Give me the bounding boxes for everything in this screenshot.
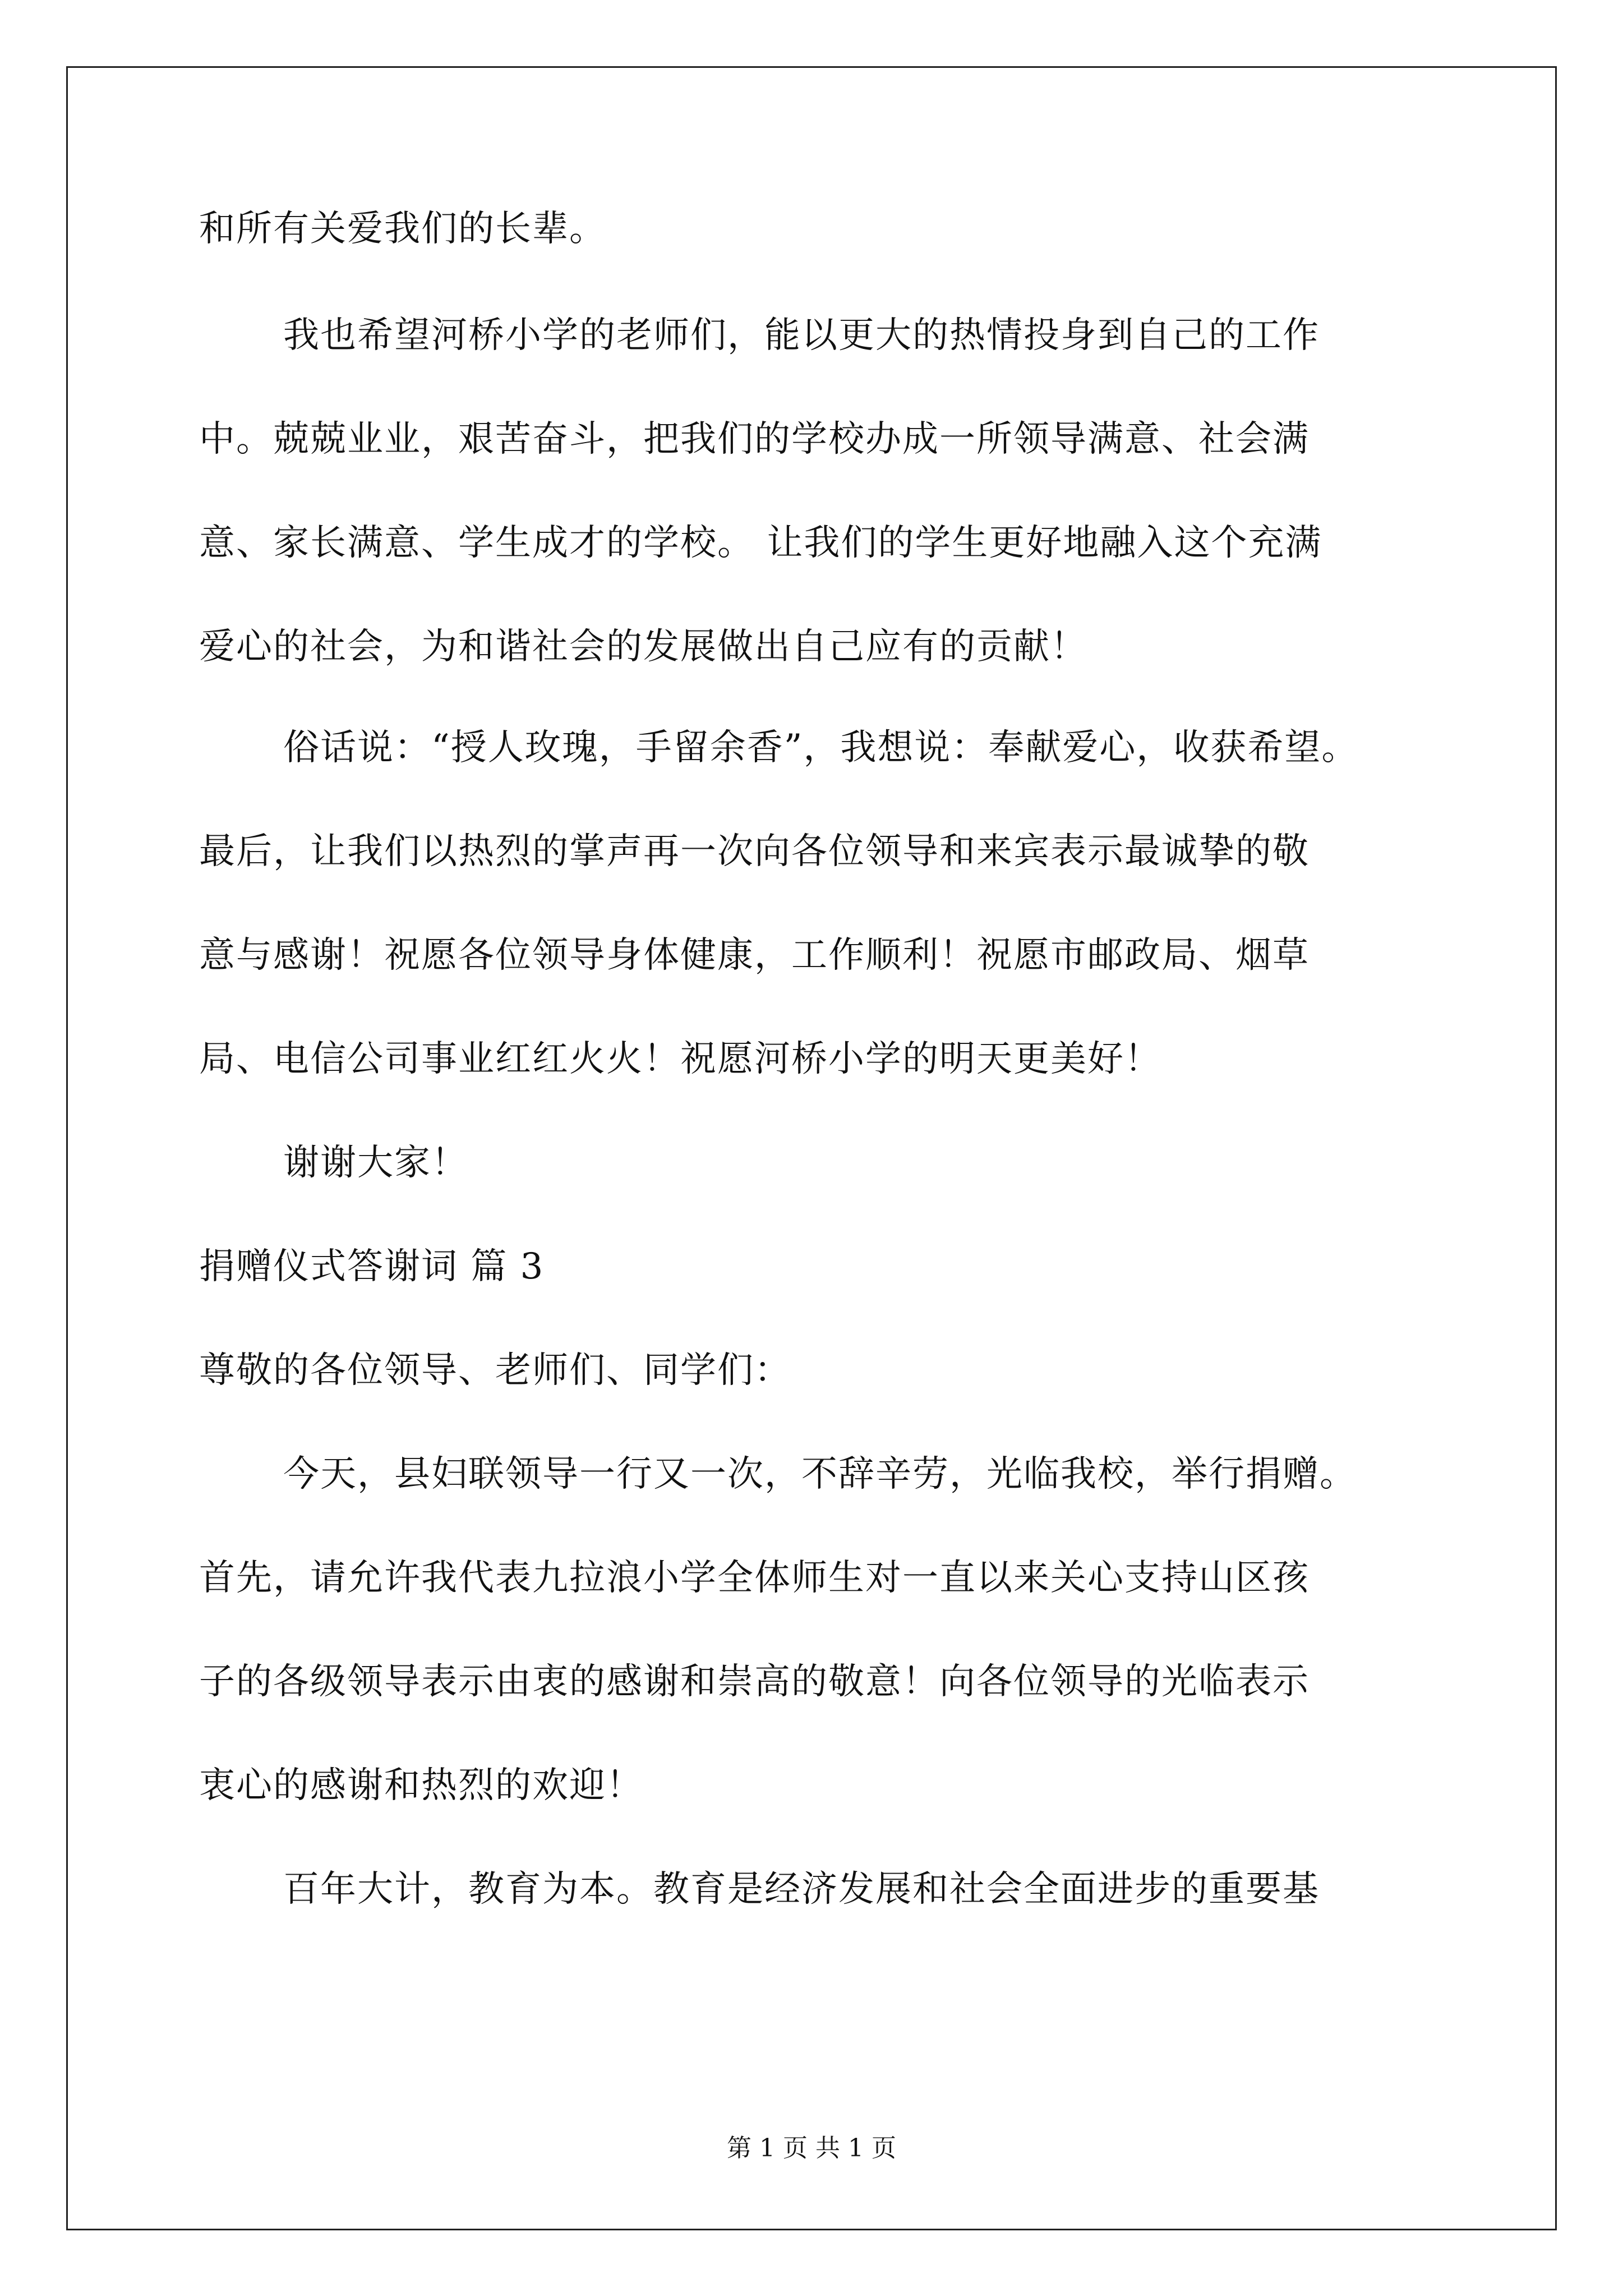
- text-line: 局、电信公司事业红红火火！祝愿河桥小学的明天更美好！: [199, 1038, 1161, 1080]
- paragraph-start: 俗话说：“授人玫瑰，手留余香”，我想说：奉献爱心，收获希望。: [283, 727, 1359, 769]
- text-line: 最后，让我们以热烈的掌声再一次向各位领导和来宾表示最诚挚的敬: [199, 831, 1310, 872]
- text-line: 衷心的感谢和热烈的欢迎！: [199, 1765, 643, 1806]
- section-heading: 捐赠仪式答谢词 篇 3: [199, 1246, 545, 1287]
- text-line: 首先，请允许我代表九拉浪小学全体师生对一直以来关心支持山区孩: [199, 1557, 1310, 1599]
- text-line: 意、家长满意、学生成才的学校。 让我们的学生更好地融入这个充满: [199, 522, 1322, 564]
- salutation: 尊敬的各位领导、老师们、同学们：: [199, 1350, 791, 1391]
- text-line: 意与感谢！祝愿各位领导身体健康，工作顺利！祝愿市邮政局、烟草: [199, 935, 1310, 976]
- text-line: 中。兢兢业业，艰苦奋斗，把我们的学校办成一所领导满意、社会满: [199, 418, 1310, 460]
- paragraph-start: 我也希望河桥小学的老师们，能以更大的热情投身到自己的工作: [283, 315, 1320, 356]
- paragraph-start: 百年大计，教育为本。教育是经济发展和社会全面进步的重要基: [283, 1869, 1320, 1910]
- page-number: 第 1 页 共 1 页: [727, 2134, 896, 2162]
- text-line: 和所有关爱我们的长辈。: [199, 208, 606, 250]
- paragraph-start: 谢谢大家！: [283, 1142, 468, 1184]
- paragraph-start: 今天，县妇联领导一行又一次，不辞辛劳，光临我校，举行捐赠。: [283, 1453, 1357, 1495]
- text-line: 子的各级领导表示由衷的感谢和崇高的敬意！向各位领导的光临表示: [199, 1661, 1310, 1703]
- text-line: 爱心的社会，为和谐社会的发展做出自己应有的贡献！: [199, 626, 1087, 668]
